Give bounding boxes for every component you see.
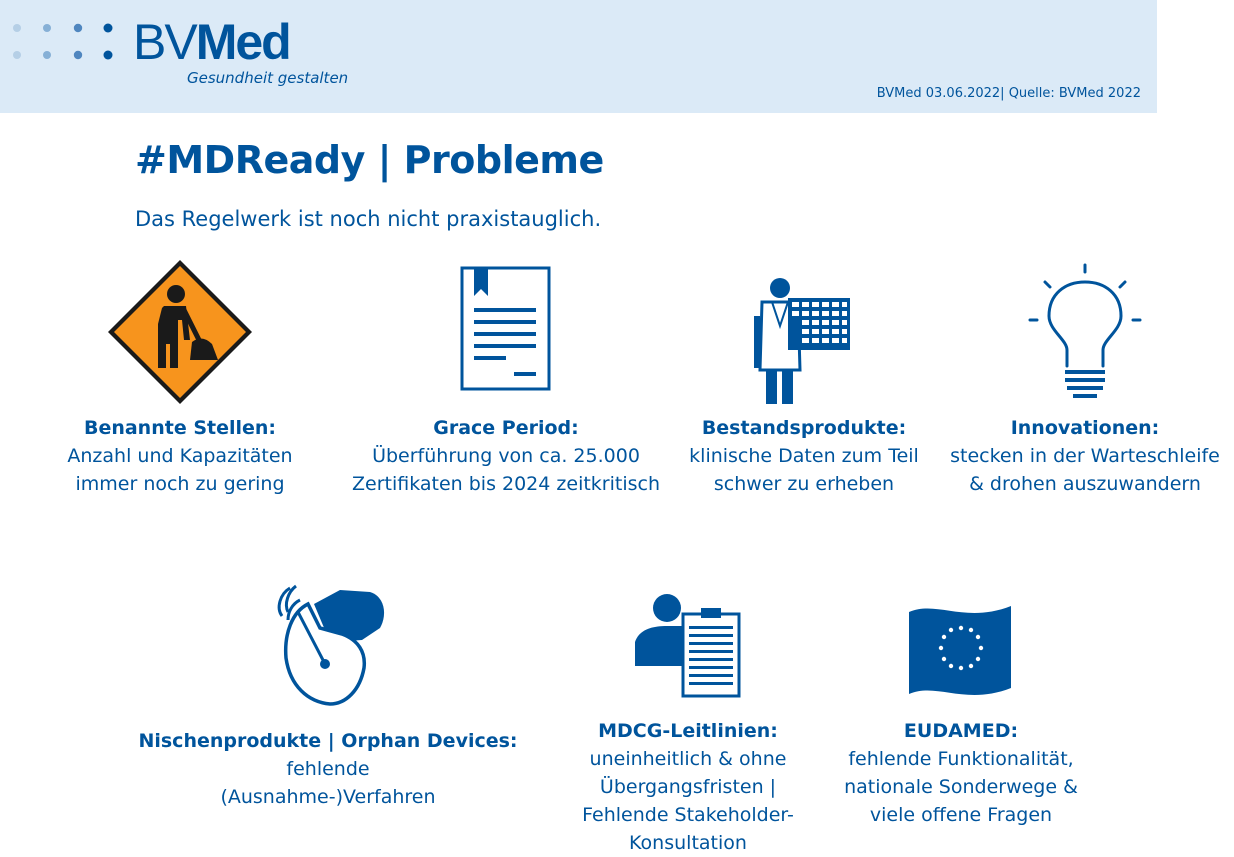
item-text-line: Zertifikaten bis 2024 zeitkritisch xyxy=(351,473,661,495)
item-heading: MDCG-Leitlinien: xyxy=(598,720,778,742)
item-heading: Grace Period: xyxy=(433,417,579,439)
item-heading: Bestandsprodukte: xyxy=(701,417,907,439)
item-text-line: & drohen auszuwandern xyxy=(969,473,1201,495)
item-text-line: stecken in der Warteschleife xyxy=(950,445,1220,467)
item-heading: Innovationen: xyxy=(1010,417,1160,439)
page-subtitle: Das Regelwerk ist noch nicht praxistauglich. xyxy=(135,207,602,231)
item-text-line: fehlende xyxy=(286,758,370,780)
item-text-line: Übergangsfristen | xyxy=(599,776,777,798)
certificate-document-icon xyxy=(460,266,552,392)
lightbulb-icon xyxy=(1027,262,1143,400)
doctor-chart-icon xyxy=(754,276,852,408)
item-grace-period xyxy=(336,414,676,498)
item-text-line: viele offene Fragen xyxy=(869,804,1053,826)
logo-tagline: Gesundheit gestalten xyxy=(187,69,349,87)
item-text-line: nationale Sonderwege & xyxy=(844,776,1078,798)
item-bestandsprodukte xyxy=(676,414,932,498)
item-heading: EUDAMED: xyxy=(903,720,1019,742)
item-text-line: Fehlende Stakeholder- xyxy=(582,804,794,826)
person-clipboard-icon xyxy=(635,592,741,698)
logo-dots-icon xyxy=(0,0,120,70)
item-text-line: (Ausnahme-)Verfahren xyxy=(220,786,436,808)
item-text-line: Überführung von ca. 25.000 xyxy=(372,445,640,467)
item-text-line: immer noch zu gering xyxy=(75,473,285,495)
item-innovationen xyxy=(936,414,1234,498)
header-banner xyxy=(0,0,1157,113)
item-mdcg-leitlinien xyxy=(558,717,818,857)
item-heading: Nischenprodukte | Orphan Devices: xyxy=(138,730,518,752)
hearing-device-icon xyxy=(270,582,388,708)
item-eudamed xyxy=(822,717,1100,829)
source-note: BVMed 03.06.2022| Quelle: BVMed 2022 xyxy=(876,86,1141,101)
item-text-line: klinische Daten zum Teil xyxy=(689,445,919,467)
item-benannte-stellen xyxy=(30,414,330,498)
item-text-line: Anzahl und Kapazitäten xyxy=(67,445,293,467)
item-text-line: uneinheitlich & ohne xyxy=(589,748,787,770)
roadwork-sign-icon xyxy=(106,258,254,406)
logo-wordmark[interactable]: BVMed xyxy=(133,14,290,70)
item-text-line: Konsultation xyxy=(629,832,747,854)
item-heading: Benannte Stellen: xyxy=(83,417,277,439)
page-title: #MDReady | Probleme xyxy=(135,138,604,182)
item-text-line: schwer zu erheben xyxy=(713,473,895,495)
item-text-line: fehlende Funktionalität, xyxy=(848,748,1074,770)
item-nischenprodukte xyxy=(136,727,520,811)
eu-flag-icon xyxy=(907,604,1015,698)
